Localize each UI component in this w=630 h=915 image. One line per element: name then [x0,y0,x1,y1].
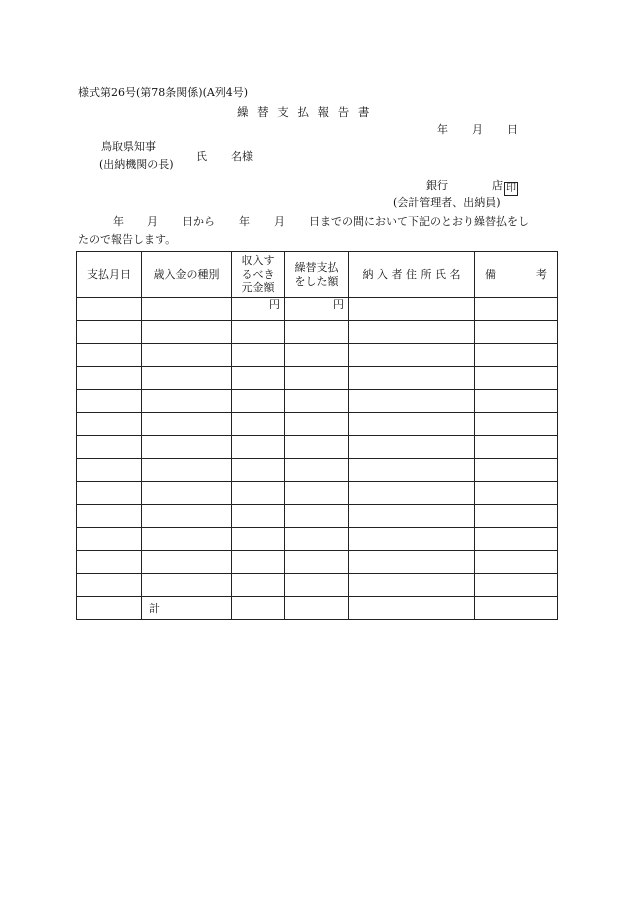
table-cell[interactable] [77,597,142,620]
table-cell[interactable] [285,597,349,620]
header-remarks-char2: 考 [536,267,547,281]
table-row [77,298,558,321]
table-cell[interactable] [475,528,558,551]
table-cell[interactable] [285,390,349,413]
table-cell[interactable] [232,459,285,482]
table-cell[interactable] [349,436,475,459]
table-cell[interactable] [349,574,475,597]
table-header-row [77,252,558,298]
table-cell[interactable] [142,482,232,505]
header-receivable-line3: 元金額 [241,281,275,295]
table-cell[interactable] [142,321,232,344]
table-cell[interactable] [77,482,142,505]
header-revenue-type: 歳入金の種別 [142,252,232,298]
table-cell[interactable] [475,298,558,321]
body-line-1 [113,216,529,227]
table-cell[interactable] [475,482,558,505]
table-cell[interactable] [475,321,558,344]
table-cell[interactable] [285,367,349,390]
table-cell[interactable] [77,321,142,344]
table-cell[interactable] [77,390,142,413]
table-cell[interactable] [475,390,558,413]
table-cell[interactable] [475,413,558,436]
table-cell[interactable] [475,551,558,574]
header-advance-line1: 繰替支払 [294,260,339,274]
addressee-honorific: 名様 [231,150,253,163]
table-cell[interactable] [475,505,558,528]
table-cell[interactable] [77,344,142,367]
table-cell[interactable] [232,505,285,528]
table-cell[interactable] [77,505,142,528]
table-cell[interactable] [349,551,475,574]
body-to-month: 月 [274,215,285,228]
table-cell[interactable] [77,413,142,436]
table-cell[interactable] [232,597,285,620]
table-row [77,505,558,528]
table-cell[interactable] [285,551,349,574]
table-cell[interactable] [475,597,558,620]
table-cell[interactable] [349,413,475,436]
table-row [77,367,558,390]
table-cell[interactable] [349,367,475,390]
table-cell[interactable] [349,459,475,482]
table-cell[interactable] [142,505,232,528]
table-cell[interactable] [285,574,349,597]
table-row [77,528,558,551]
table-cell[interactable] [77,367,142,390]
body-to-day: 日までの間において下記のとおり繰替払をし [309,215,529,228]
table-cell[interactable] [285,436,349,459]
body-line-2: たので報告します。 [78,233,177,246]
yen-unit[interactable]: 円 [285,298,349,321]
table-cell[interactable] [232,574,285,597]
table-cell[interactable] [349,505,475,528]
document-title-text: 繰 替 支 払 報 告 書 [237,105,370,119]
table-cell[interactable] [142,390,232,413]
table-cell[interactable] [142,551,232,574]
table-cell[interactable] [349,390,475,413]
table-cell[interactable] [142,436,232,459]
header-payer: 納 入 者 住 所 氏 名 [349,252,475,298]
table-cell[interactable] [142,344,232,367]
table-cell[interactable] [285,505,349,528]
table-cell[interactable] [475,459,558,482]
body-from-day: 日から [182,215,215,228]
total-label: 計 [142,597,232,620]
header-receivable-amount [232,252,285,298]
table-cell[interactable] [232,344,285,367]
header-payment-date: 支払月日 [77,252,142,298]
header-advance-amount [285,252,349,298]
table-cell[interactable] [349,528,475,551]
table-cell[interactable] [77,436,142,459]
yen-unit[interactable]: 円 [232,298,285,321]
table-row [77,482,558,505]
table-row [77,413,558,436]
table-cell[interactable] [232,551,285,574]
table-cell[interactable] [475,574,558,597]
table-cell[interactable] [142,528,232,551]
table-cell[interactable] [232,321,285,344]
table-cell[interactable] [349,482,475,505]
table-cell[interactable] [475,344,558,367]
table-cell[interactable] [77,298,142,321]
form-number: 様式第26号(第78条関係)(A列4号) [78,86,249,99]
table-cell[interactable] [349,344,475,367]
table-cell[interactable] [232,413,285,436]
table-cell[interactable] [285,344,349,367]
table-cell[interactable] [77,551,142,574]
table-cell[interactable] [232,390,285,413]
table-row [77,390,558,413]
addressee-governor: 鳥取県知事 [101,140,156,153]
date-year: 年 [437,123,448,136]
body-from-month: 月 [147,215,158,228]
date-month: 月 [472,123,483,136]
header-remarks-char1: 備 [485,267,496,281]
table-cell[interactable] [285,413,349,436]
seal-mark: 印 [506,183,516,194]
table-cell[interactable] [285,528,349,551]
header-advance-line2: をした額 [294,274,339,288]
table-total-row [77,597,558,620]
table-cell[interactable] [232,367,285,390]
table-row [77,344,558,367]
table-row [77,459,558,482]
table-cell[interactable] [142,367,232,390]
body-from-year: 年 [113,215,124,228]
sender-bank-line [426,180,518,196]
sender-branch: 店 [492,179,503,192]
table-cell[interactable] [77,528,142,551]
addressee-name-label [196,151,253,162]
table-row [77,321,558,344]
table-cell[interactable] [77,459,142,482]
table-cell[interactable] [349,597,475,620]
table-cell[interactable] [285,459,349,482]
sender-role: (会計管理者、出納員) [393,196,501,209]
table-cell[interactable] [232,436,285,459]
table-cell[interactable] [285,321,349,344]
table-cell[interactable] [285,482,349,505]
date-line [437,124,518,135]
table-cell[interactable] [142,574,232,597]
table-cell[interactable] [232,528,285,551]
table-cell[interactable] [349,298,475,321]
addressee-name: 氏 [196,150,207,163]
table-cell[interactable] [232,482,285,505]
table-cell[interactable] [142,298,232,321]
table-row [77,551,558,574]
table-row [77,436,558,459]
report-table [76,251,558,620]
body-to-year: 年 [239,215,250,228]
header-remarks [475,252,558,298]
table-cell[interactable] [77,574,142,597]
table-cell[interactable] [142,459,232,482]
date-day: 日 [507,123,518,136]
table-cell[interactable] [349,321,475,344]
table-cell[interactable] [475,436,558,459]
header-receivable-line2: るべき [241,267,275,281]
table-cell[interactable] [142,413,232,436]
sender-bank: 銀行 [426,179,448,192]
table-cell[interactable] [475,367,558,390]
addressee-alt-title: (出納機関の長) [99,158,174,171]
document-title [237,107,370,119]
table-row [77,574,558,597]
header-receivable-line1: 収入す [241,253,275,267]
